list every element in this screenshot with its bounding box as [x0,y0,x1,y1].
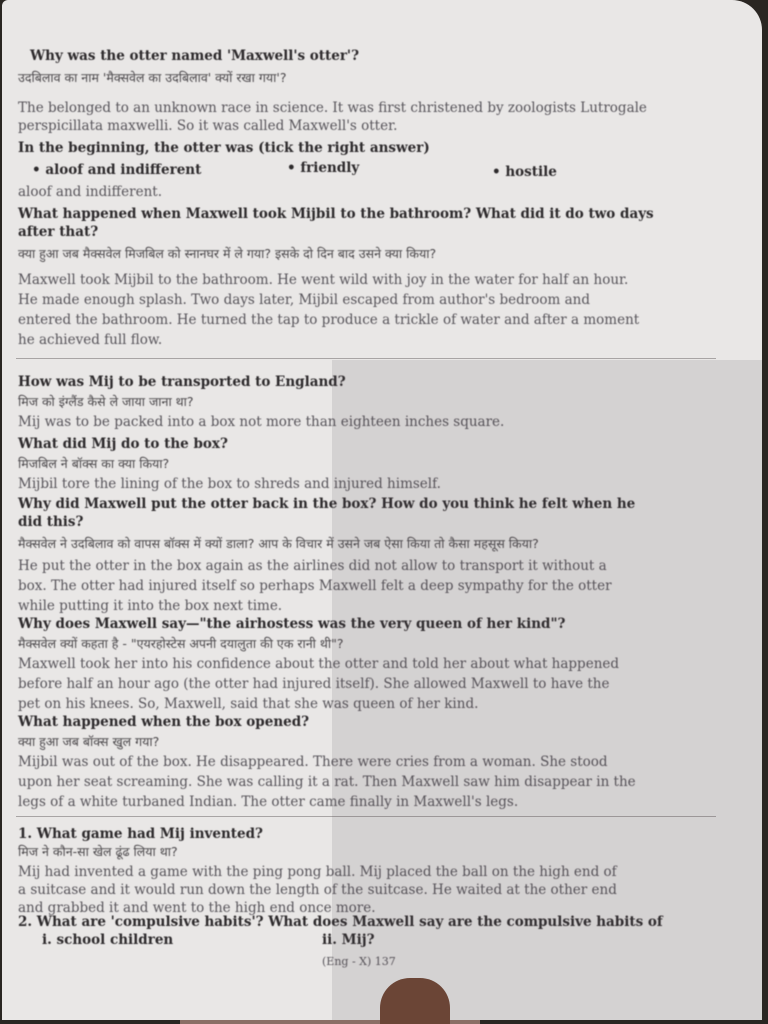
hindi-translation: क्या हुआ जब मैक्सवेल मिजबिल को स्नानघर में ले गया? इसके दो दिन बाद उसने क्या किया? [18,246,437,261]
section-divider [16,358,716,359]
hindi-translation: मैक्सवेल क्यों कहता है - "एयरहोस्टेस अपनी दयालुता की एक रानी थी"? [18,636,344,651]
answer-line: box. The otter had injured itself so perhaps Maxwell felt a deep sympathy for the otter [18,578,612,594]
answer-line: entered the bathroom. He turned the tap to produce a trickle of water and after a moment [18,312,640,328]
answer-line: legs of a white turbaned Indian. The otter came finally in Maxwell's legs. [18,794,519,810]
answer-line: he achieved full flow. [18,332,163,348]
question-heading: In the beginning, the otter was (tick the right answer) [18,140,430,156]
hindi-translation: मिज को इंग्लैंड कैसे ले जाया जाना था? [18,394,194,409]
answer-line: a suitcase and it would run down the length of the suitcase. He waited at the other end [18,882,617,898]
sub-item: i. school children [42,932,174,948]
question-heading: Why does Maxwell say—"the airhostess was the very queen of her kind"? [18,616,566,632]
answer-line: and grabbed it and went to the high end once more. [18,900,376,916]
book-page [2,0,762,1020]
sub-item: ii. Mij? [322,932,375,948]
option-3: • hostile [492,164,557,180]
question-heading: How was Mij to be transported to England? [18,374,346,390]
question-heading: 1. What game had Mij invented? [18,826,263,842]
answer-line: pet on his knees. So, Maxwell, said that she was queen of her kind. [18,696,479,712]
question-heading: What happened when the box opened? [18,714,310,730]
hindi-translation: उदबिलाव का नाम 'मैक्सवेल का उदबिलाव' क्यों रखा गया'? [18,70,287,85]
option-1: • aloof and indifferent [32,162,202,178]
answer-line: Mijbil tore the lining of the box to shreds and injured himself. [18,476,441,492]
question-heading: after that? [18,224,99,240]
option-2: • friendly [287,160,360,176]
answer-line: Mijbil was out of the box. He disappeared. There were cries from a woman. She stood [18,754,608,770]
answer-line: Maxwell took Mijbil to the bathroom. He went wild with joy in the water for half an hour. [18,272,629,288]
question-heading: What happened when Maxwell took Mijbil to the bathroom? What did it do two days [18,206,654,222]
answer-line: Mij was to be packed into a box not more than eighteen inches square. [18,414,505,430]
answer-line: aloof and indifferent. [18,184,162,200]
section-divider [16,816,716,817]
answer-line: He made enough splash. Two days later, Mijbil escaped from author's bedroom and [18,292,590,308]
answer-line: He put the otter in the box again as the airlines did not allow to transport it without a [18,558,607,574]
answer-line: while putting it into the box next time. [18,598,283,614]
answer-line: The belonged to an unknown race in science. It was first christened by zoologists Lutrogale [18,100,647,116]
question-heading: Why was the otter named 'Maxwell's otter'? [30,48,359,64]
question-heading: Why did Maxwell put the otter back in the box? How do you think he felt when he [18,496,636,512]
thumb [380,978,450,1024]
hindi-translation: मिज ने कौन-सा खेल ढूंढ लिया था? [18,844,178,859]
hindi-translation: मैक्सवेल ने उदबिलाव को वापस बॉक्स में क्यों डाला? आप के विचार में उसने जब ऐसा किया तो कैसा महसूस किया? [18,536,539,551]
answer-line: before half an hour ago (the otter had injured itself). She allowed Maxwell to have the [18,676,610,692]
answer-line: Mij had invented a game with the ping pong ball. Mij placed the ball on the high end of [18,864,617,880]
hindi-translation: मिजबिल ने बॉक्स का क्या किया? [18,456,170,471]
answer-line: upon her seat screaming. She was calling it a rat. Then Maxwell saw him disappear in the [18,774,636,790]
question-heading: 2. What are 'compulsive habits'? What does Maxwell say are the compulsive habits of [18,914,663,930]
answer-line: perspicillata maxwelli. So it was called Maxwell's otter. [18,118,398,134]
page-footer: (Eng - X) 137 [322,955,396,968]
answer-line: Maxwell took her into his confidence about the otter and told her about what happened [18,656,620,672]
question-heading: What did Mij do to the box? [18,436,228,452]
question-heading: did this? [18,514,84,530]
hindi-translation: क्या हुआ जब बॉक्स खुल गया? [18,734,160,749]
